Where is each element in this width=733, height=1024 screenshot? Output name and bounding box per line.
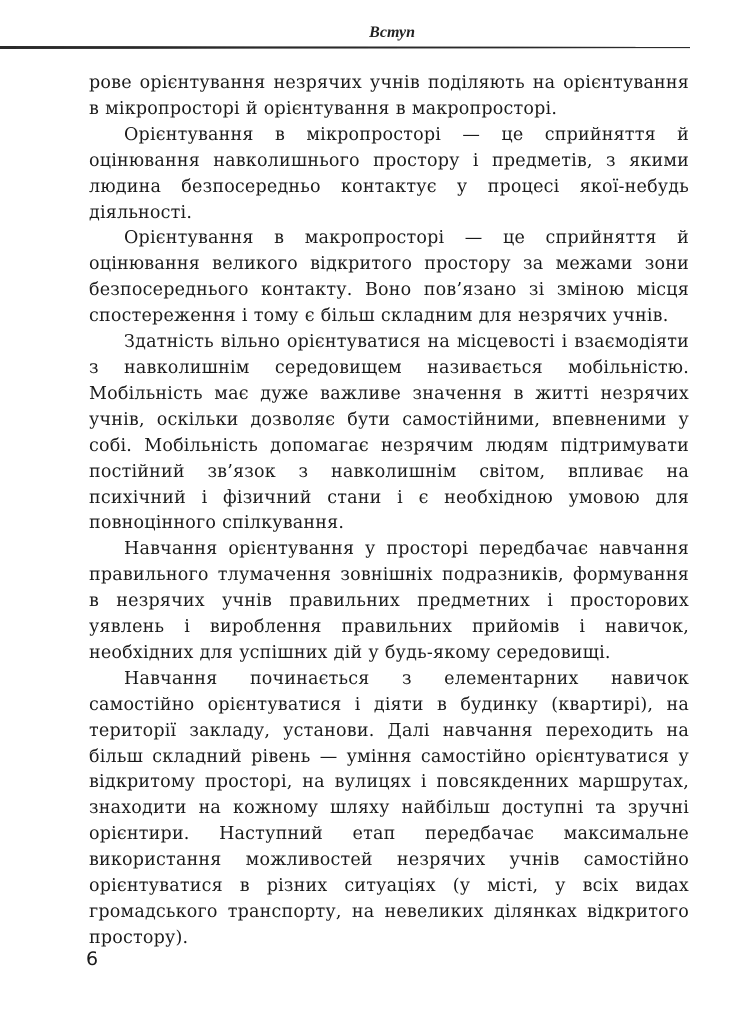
paragraph-training-stages: Навчання починається з елементарних навичок самостійно орієнтуватися і діяти в будинку (квартирі), на території закладу, установи. Далі навчання переходить на більш складний рівень — уміння самостійно орієнтуватися у відкритому просторі, на вулицях і повсякденних маршрутах, знаходити на кожному шляху найбільш доступні та зручні орієнтири. Наступний етап передбачає максимальне використання можливостей незрячих учнів самостійно орієнтуватися в різних ситуаціях (у місті, у всіх видах громадського транспорту, на невеликих ділянках відкритого простору). (89, 668, 689, 948)
running-header (0, 22, 733, 52)
page-body (89, 71, 689, 952)
paragraph-mobility: Здатність вільно орієнтуватися на місцевості і взаємодіяти з навколишнім середовищем називається мобільністю. Мобільність має дуже важливе значення в житті незрячих учнів, оскільки дозволяє бути самостійними, впевненими у собі. Мобільність допомагає незрячим людям підтримувати постійний зв’язок з навколишнім світом, впливає на психічний і фізичний стани і є необхідною умовою для повноцінного спілкування. (89, 332, 689, 534)
paragraph-orientation-training: Навчання орієнтування у просторі передбачає навчання правильного тлумачення зовнішніх подразників, формування в незрячих учнів правильних предметних і просторових уявлень і вироблення правильних прийомів і навичок, необхідних для успішних дій у будь-якому середовищі. (89, 539, 689, 663)
header-rule (0, 46, 690, 49)
paragraph-continued: рове орієнтування незрячих учнів поділяють на орієнтування в мікропросторі й орієнтування в макропросторі. (89, 73, 689, 119)
paragraph-macrospace: Орієнтування в макропросторі — це сприйняття й оцінювання великого відкритого простору за межами зони безпосереднього контакту. Воно пов’язано зі зміною місця спостереження і тому є більш складним для незрячих учнів. (89, 228, 689, 327)
header-title: Вступ (369, 24, 415, 41)
page-number: 6 (86, 948, 99, 970)
paragraph-microspace: Орієнтування в мікропросторі — це сприйняття й оцінювання навколишнього простору і предметів, з якими людина безпосередньо контактує у процесі якої-небудь діяльності. (89, 124, 689, 223)
